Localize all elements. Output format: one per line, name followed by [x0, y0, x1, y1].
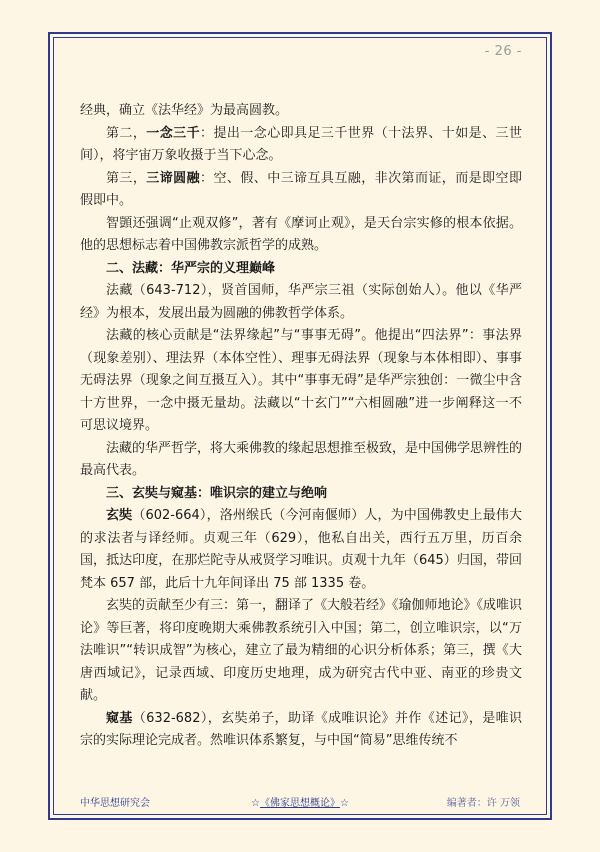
paragraph-7: [80, 438, 522, 483]
footer-organization: 中华思想研究会: [80, 798, 150, 809]
key-term: 一念三千: [146, 125, 201, 141]
paragraph-prefix: 第二，: [106, 125, 147, 141]
section-heading: [80, 258, 522, 281]
paragraph-1: [80, 123, 522, 168]
paragraph-0: [80, 100, 522, 123]
section-heading-text: 二、法藏：华严宗的义理巅峰: [106, 260, 276, 276]
paragraph-text: ：提出一念心即具足三千世界（十法界、十如是、三世间），将宇宙万象收摄于当下心念。: [80, 125, 522, 163]
paragraph-text: 经典，确立《法华经》为最高圆教。: [80, 103, 289, 118]
key-term: 玄奘: [106, 508, 133, 523]
paragraph-text: （632-682），玄奘弟子，助译《成唯识论》并作《述记》，是唯识宗的实际理论完成者。然唯识体系繁复，与中国“简易”思维传统不: [80, 710, 522, 748]
paragraph-text: 法藏的核心贡献是“法界缘起”与“事事无碍”。他提出“四法界”：事法界（现象差别）、理法界（本体空性）、理事无碍法界（现象与本体相即）、事事无碍法界（现象之间互摄互入）。其中“事事无碍”是华严宗独创：一微尘中含十方世界，一念中摄无量劫。法藏以“十玄门”“六相圆融”进一步阐释这一不可思议境界。: [80, 328, 522, 433]
section-heading-text: 三、玄奘与窥基：唯识宗的建立与绝响: [106, 485, 328, 501]
star-icon: ☆: [251, 798, 260, 809]
paragraph-text: 玄奘的贡献至少有三：第一，翻译了《大般若经》《瑜伽师地论》《成唯识论》等巨著，将印度晚期大乘佛教系统引入中国；第二，创立唯识宗，以“万法唯识”“转识成智”为核心，建立了最为精细的心识分析体系；第三，撰《大唐西域记》，记录西域、印度历史地理，成为研究古代中亚、南亚的珍贵文献。: [80, 598, 523, 703]
key-term: 窥基: [106, 710, 133, 726]
body-text: [80, 100, 522, 753]
footer-author: 编著者：许 万领: [446, 798, 520, 809]
paragraph-text: ：空、假、中三谛互具互融，非次第而证，而是即空即假即中。: [80, 170, 522, 208]
key-term: 三谛圆融: [146, 170, 201, 186]
paragraph-6: [80, 325, 522, 438]
page-footer: [80, 794, 520, 810]
paragraph-9: [80, 505, 522, 595]
paragraph-10: [80, 595, 522, 708]
paragraph-2: [80, 168, 522, 213]
paragraph-text: 智顗还强调“止观双修”，著有《摩诃止观》，是天台宗实修的根本依据。他的思想标志着中国佛教宗派哲学的成熟。: [80, 215, 522, 253]
paragraph-11: [80, 708, 522, 753]
paragraph-5: [80, 280, 522, 325]
page-number: - 26 -: [484, 44, 522, 59]
paragraph-text: （602-664），洛州缑氏（今河南偃师）人，为中国佛教史上最伟大的求法者与译经师。贞观三年（629），他私自出关，西行五万里，历百余国，抵达印度，在那烂陀寺从戒贤学习唯识。贞观十九年（645）归国，带回梵本 657 部，此后十九年间译出 75 部 1335 卷。: [80, 508, 522, 591]
paragraph-prefix: 第三，: [106, 170, 147, 186]
paragraph-text: 法藏（643-712），贤首国师，华严宗三祖（实际创始人）。他以《华严经》为根本，发展出最为圆融的佛教哲学体系。: [80, 283, 522, 321]
section-heading: [80, 483, 522, 506]
footer-title-text: 《佛家思想概论》: [260, 798, 340, 809]
paragraph-text: 法藏的华严哲学，将大乘佛教的缘起思想推至极致，是中国佛学思辨性的最高代表。: [80, 440, 523, 478]
star-icon: ☆: [340, 798, 349, 809]
paragraph-3: [80, 213, 522, 258]
